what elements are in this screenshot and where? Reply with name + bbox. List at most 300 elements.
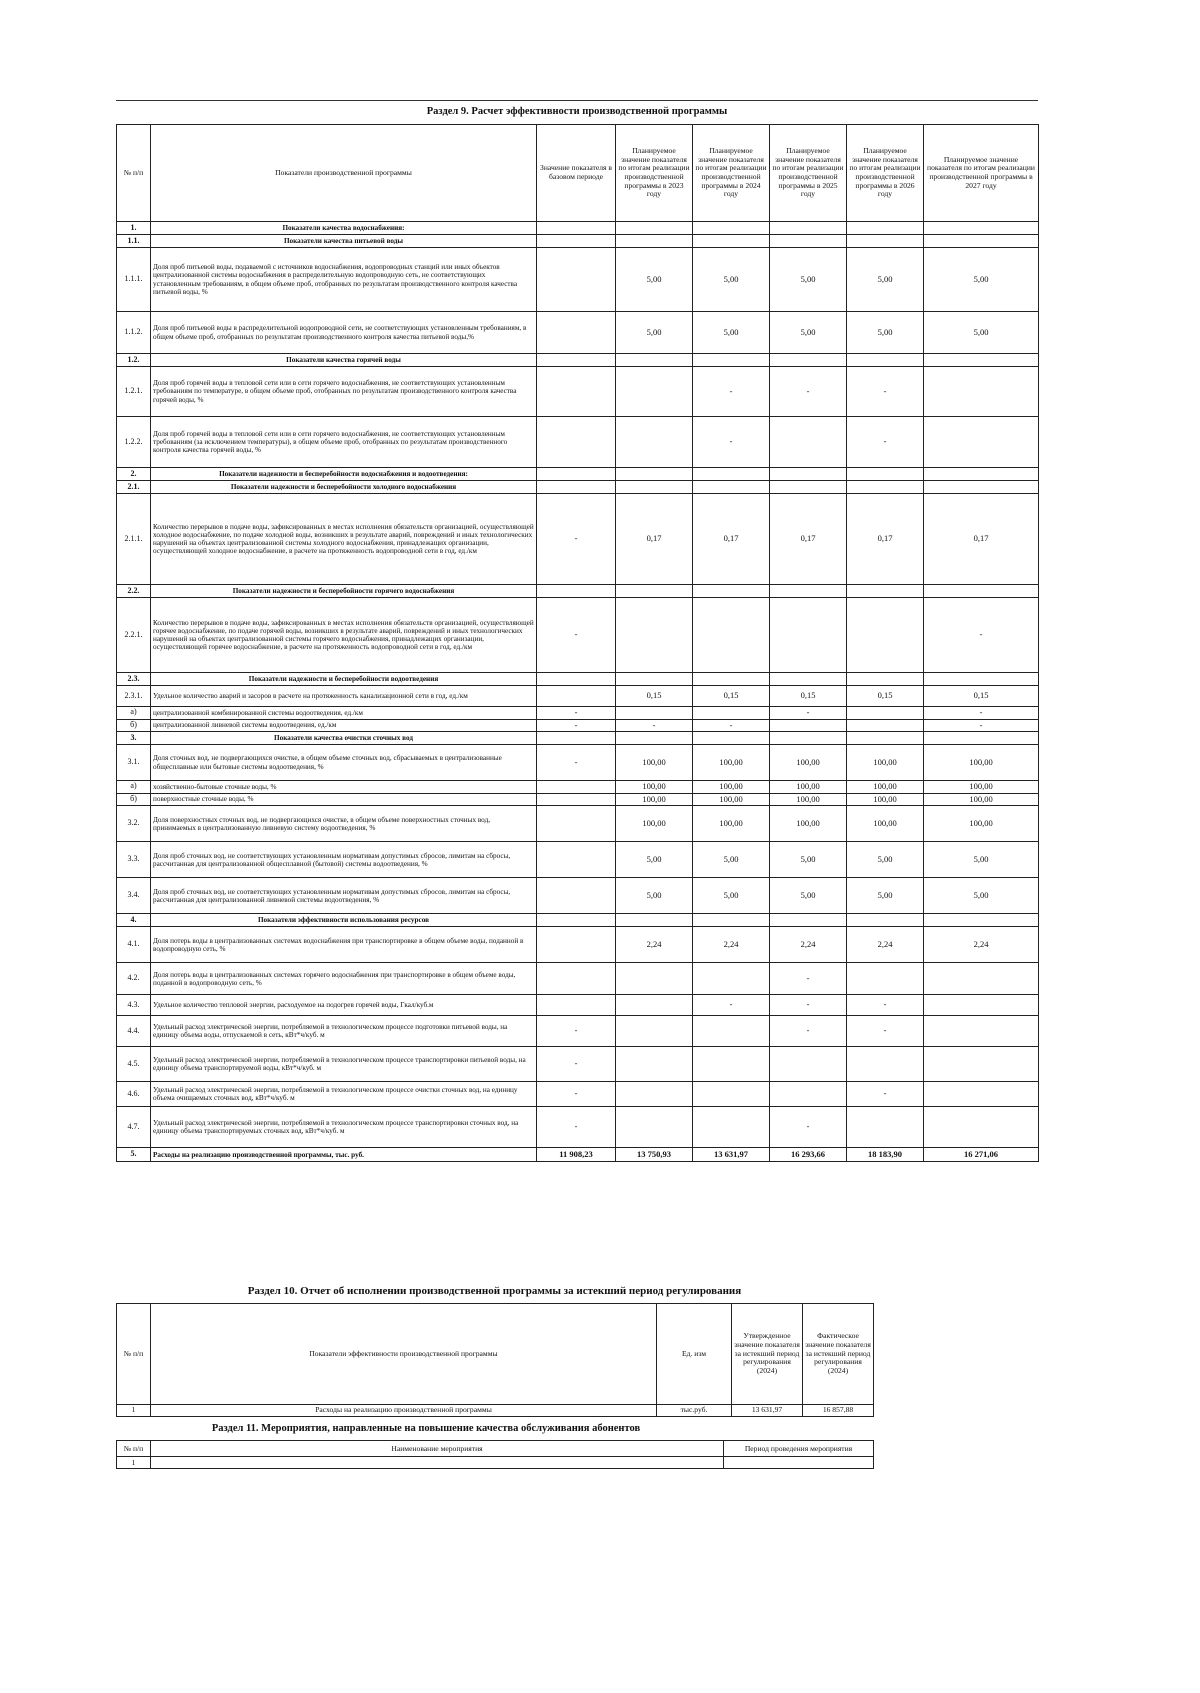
- row-2026: -: [847, 417, 924, 468]
- row-base: [537, 963, 616, 995]
- row-num: 1.1.: [117, 235, 151, 248]
- row-2026: -: [847, 1016, 924, 1047]
- row-2024: 0,15: [693, 686, 770, 707]
- row-2023: [616, 481, 693, 494]
- row-2027: [924, 732, 1039, 745]
- table-row: [117, 719, 1039, 732]
- row-2025: [770, 598, 847, 673]
- row-2027: 5,00: [924, 248, 1039, 312]
- row-2024: -: [693, 719, 770, 732]
- row-2025: [770, 585, 847, 598]
- row-2024: [693, 1016, 770, 1047]
- table-row: [117, 585, 1039, 598]
- row-indicator: централизованной комбинированной системы водоотведения, ед./км: [151, 707, 537, 720]
- table-row: [117, 842, 1039, 878]
- section10-title: Раздел 10. Отчет об исполнении производственной программы за истекший период регулирования: [247, 1285, 742, 1297]
- row-2026: 5,00: [847, 312, 924, 354]
- row-2027: [924, 481, 1039, 494]
- row-2024: [693, 585, 770, 598]
- row-2027: [924, 235, 1039, 248]
- row-base: [537, 354, 616, 367]
- row-num: 5.: [117, 1148, 151, 1162]
- row-base: [537, 995, 616, 1016]
- row-2024: 100,00: [693, 781, 770, 794]
- row-indicator: Количество перерывов в подаче воды, зафиксированных в местах исполнения обязательств организацией, осуществляющей горячее водоснабжение, по подаче горячей воды, возникших в результате аварий, повреждений и иных технологических нарушений на объектах централизованной системы горячего водоснабжения, принадлежащих организации, осуществляющей горячее водоснабжение, в расчете на протяженность водопроводной сети в год, ед./км: [151, 598, 537, 673]
- table-row: [117, 1107, 1039, 1148]
- table-row: [117, 312, 1039, 354]
- row-2023: [616, 1047, 693, 1082]
- row-2026: 100,00: [847, 793, 924, 806]
- table-row: [117, 745, 1039, 781]
- row-2025: -: [770, 963, 847, 995]
- row-2023: [616, 222, 693, 235]
- row-2027: 5,00: [924, 842, 1039, 878]
- top-rule: [116, 100, 1038, 101]
- row-2026: [847, 707, 924, 720]
- row-base: [537, 312, 616, 354]
- row-2026: [847, 1107, 924, 1148]
- row-indicator: Показатели качества очистки сточных вод: [151, 732, 537, 745]
- row-2024: [693, 673, 770, 686]
- header-2023: Планируемое значение показателя по итогам реализации производственной программы в 2023 году: [616, 125, 693, 222]
- row-2026: [847, 732, 924, 745]
- row-2025: 0,17: [770, 494, 847, 585]
- row-num: б): [117, 793, 151, 806]
- s10-header-approved: Утвержденное значение показателя за истекший период регулирования (2024): [732, 1304, 803, 1405]
- row-2026: [847, 598, 924, 673]
- row-2023: [616, 732, 693, 745]
- row-indicator: Показатели надежности и бесперебойности водоотведения: [151, 673, 537, 686]
- row-2027: -: [924, 598, 1039, 673]
- row-base: -: [537, 745, 616, 781]
- header-2024: Планируемое значение показателя по итогам реализации производственной программы в 2024 году: [693, 125, 770, 222]
- row-num: 4.7.: [117, 1107, 151, 1148]
- row-2024: 5,00: [693, 842, 770, 878]
- row-2026: -: [847, 367, 924, 417]
- row-indicator: Доля проб сточных вод, не соответствующих установленным нормативам допустимых сбросов, лимитам на сбросы, рассчитанная для централизованной общесплавной (бытовой) системы водоотведения, %: [151, 842, 537, 878]
- row-2023: [616, 598, 693, 673]
- row-indicator: Доля потерь воды в централизованных системах горячего водоснабжения при транспортировке в общем объеме воды, поданной в водопроводную сеть, %: [151, 963, 537, 995]
- row-2027: [924, 963, 1039, 995]
- row-2023: [616, 235, 693, 248]
- row-num: 4.2.: [117, 963, 151, 995]
- table-row: [117, 1016, 1039, 1047]
- row-2026: [847, 235, 924, 248]
- s11-row-name: [151, 1457, 724, 1469]
- s11-row-num: 1: [117, 1457, 151, 1469]
- table-row: [117, 732, 1039, 745]
- table-row: [117, 1148, 1039, 1162]
- row-2024: 13 631,97: [693, 1148, 770, 1162]
- row-indicator: Показатели надежности и бесперебойности водоснабжения и водоотведения:: [151, 468, 537, 481]
- header-2027: Планируемое значение показателя по итогам реализации производственной программы в 2027 году: [924, 125, 1039, 222]
- section9-table: [116, 124, 1039, 1162]
- row-2023: [616, 585, 693, 598]
- table-row: [117, 793, 1039, 806]
- row-2025: [770, 1082, 847, 1107]
- s11-header-num: № п/п: [117, 1441, 151, 1457]
- s10-row-actual: 16 857,88: [803, 1405, 874, 1417]
- table-row: [117, 927, 1039, 963]
- row-2023: [616, 468, 693, 481]
- row-indicator: Удельный расход электрической энергии, потребляемой в технологическом процессе транспортировки питьевой воды, на единицу объема транспортируемой воды, кВт*ч/куб. м: [151, 1047, 537, 1082]
- row-base: -: [537, 1082, 616, 1107]
- row-2026: 2,24: [847, 927, 924, 963]
- table-row: [117, 468, 1039, 481]
- row-2027: 5,00: [924, 878, 1039, 914]
- section9-title: Раздел 9. Расчет эффективности производственной программы: [426, 106, 728, 117]
- row-2024: [693, 1047, 770, 1082]
- row-base: -: [537, 719, 616, 732]
- row-2026: [847, 719, 924, 732]
- row-2024: [693, 481, 770, 494]
- table-row: [117, 963, 1039, 995]
- row-indicator: централизованной ливневой системы водоотведения, ед./км: [151, 719, 537, 732]
- row-2026: [847, 354, 924, 367]
- row-2025: 2,24: [770, 927, 847, 963]
- row-2025: -: [770, 367, 847, 417]
- row-num: 4.1.: [117, 927, 151, 963]
- table-row: [117, 481, 1039, 494]
- row-indicator: Доля сточных вод, не подвергающихся очистке, в общем объеме сточных вод, сбрасываемых в централизованные общесплавные или бытовые системы водоотведения, %: [151, 745, 537, 781]
- row-2027: 2,24: [924, 927, 1039, 963]
- row-2027: [924, 673, 1039, 686]
- row-2026: [847, 673, 924, 686]
- table-row: [117, 806, 1039, 842]
- row-2024: [693, 598, 770, 673]
- row-num: 3.2.: [117, 806, 151, 842]
- row-num: 4.: [117, 914, 151, 927]
- s10-row-name: Расходы на реализацию производственной программы: [151, 1405, 657, 1417]
- row-num: 3.4.: [117, 878, 151, 914]
- row-2026: -: [847, 995, 924, 1016]
- row-2026: [847, 585, 924, 598]
- section10-header-row: [117, 1304, 874, 1405]
- row-2027: 5,00: [924, 312, 1039, 354]
- table-row: [117, 686, 1039, 707]
- row-2023: [616, 963, 693, 995]
- row-2024: -: [693, 417, 770, 468]
- row-2023: [616, 1107, 693, 1148]
- row-indicator: Удельное количество аварий и засоров в расчете на протяженность канализационной сети в год, ед./км: [151, 686, 537, 707]
- row-base: [537, 686, 616, 707]
- row-2025: 100,00: [770, 806, 847, 842]
- section11-header-row: [117, 1441, 874, 1457]
- row-2023: [616, 707, 693, 720]
- row-2025: [770, 417, 847, 468]
- row-base: 11 908,23: [537, 1148, 616, 1162]
- header-indicator: Показатели производственной программы: [151, 125, 537, 222]
- row-2027: 0,15: [924, 686, 1039, 707]
- row-2027: 100,00: [924, 806, 1039, 842]
- table-row: [117, 1405, 874, 1417]
- row-2025: [770, 673, 847, 686]
- table-row: [117, 598, 1039, 673]
- row-num: 1.: [117, 222, 151, 235]
- row-base: [537, 842, 616, 878]
- row-2026: 100,00: [847, 781, 924, 794]
- table-row: [117, 1457, 874, 1469]
- table-row: [117, 222, 1039, 235]
- row-2023: [616, 367, 693, 417]
- row-2023: -: [616, 719, 693, 732]
- row-base: [537, 481, 616, 494]
- row-num: 2.2.1.: [117, 598, 151, 673]
- row-2026: [847, 963, 924, 995]
- row-num: 1.2.1.: [117, 367, 151, 417]
- section9-header-row: [117, 125, 1039, 222]
- row-2024: [693, 235, 770, 248]
- row-2024: [693, 468, 770, 481]
- row-num: 2.1.1.: [117, 494, 151, 585]
- row-2027: -: [924, 719, 1039, 732]
- row-num: 3.1.: [117, 745, 151, 781]
- s10-row-approved: 13 631,97: [732, 1405, 803, 1417]
- row-2025: 5,00: [770, 842, 847, 878]
- row-num: 4.6.: [117, 1082, 151, 1107]
- row-num: 1.2.2.: [117, 417, 151, 468]
- row-2024: 100,00: [693, 806, 770, 842]
- row-2024: [693, 732, 770, 745]
- row-2026: 5,00: [847, 878, 924, 914]
- row-indicator: Доля проб горячей воды в тепловой сети или в сети горячего водоснабжения, не соответствующих установленным требованиям по температуре, в общем объеме проб, отобранных по результатам производственного контроля качества горячей воды, %: [151, 367, 537, 417]
- row-2027: [924, 222, 1039, 235]
- row-base: -: [537, 598, 616, 673]
- row-2023: 13 750,93: [616, 1148, 693, 1162]
- row-indicator: Доля проб питьевой воды в распределительной водопроводной сети, не соответствующих установленным требованиям, в общем объеме проб, отобранных по результатам производственного контроля качества питьевой воды,%: [151, 312, 537, 354]
- table-row: [117, 673, 1039, 686]
- row-2027: 0,17: [924, 494, 1039, 585]
- row-base: [537, 468, 616, 481]
- row-2026: 100,00: [847, 806, 924, 842]
- row-base: -: [537, 494, 616, 585]
- table-row: [117, 354, 1039, 367]
- table-row: [117, 417, 1039, 468]
- row-2026: 0,15: [847, 686, 924, 707]
- row-indicator: Доля проб сточных вод, не соответствующих установленным нормативам допустимых сбросов, лимитам на сбросы, рассчитанная для централизованной ливневой системы водоотведения, %: [151, 878, 537, 914]
- row-2024: 100,00: [693, 793, 770, 806]
- row-2025: [770, 914, 847, 927]
- row-num: 3.: [117, 732, 151, 745]
- row-indicator: Доля потерь воды в централизованных системах водоснабжения при транспортировке в общем объеме воды, поданной в водопроводную сеть, %: [151, 927, 537, 963]
- row-2027: [924, 417, 1039, 468]
- row-num: а): [117, 781, 151, 794]
- row-base: [537, 732, 616, 745]
- row-2024: [693, 914, 770, 927]
- row-indicator: Показатели надежности и бесперебойности холодного водоснабжения: [151, 481, 537, 494]
- row-num: 1.1.1.: [117, 248, 151, 312]
- row-num: 4.5.: [117, 1047, 151, 1082]
- table-row: [117, 367, 1039, 417]
- row-2027: [924, 995, 1039, 1016]
- row-num: 2.: [117, 468, 151, 481]
- row-2025: [770, 468, 847, 481]
- row-2025: [770, 235, 847, 248]
- row-base: [537, 235, 616, 248]
- row-2023: 100,00: [616, 781, 693, 794]
- row-2025: -: [770, 1016, 847, 1047]
- row-2026: 18 183,90: [847, 1148, 924, 1162]
- row-base: -: [537, 707, 616, 720]
- row-indicator: Доля поверхностных сточных вод, не подвергающихся очистке, в общем объеме поверхностных сточных вод, принимаемых в централизованную ливневую систему водоотведения, %: [151, 806, 537, 842]
- row-base: [537, 793, 616, 806]
- s10-row-num: 1: [117, 1405, 151, 1417]
- row-indicator: Показатели эффективности использования ресурсов: [151, 914, 537, 927]
- row-2024: 5,00: [693, 248, 770, 312]
- row-2023: 0,17: [616, 494, 693, 585]
- row-base: [537, 781, 616, 794]
- row-2024: [693, 1107, 770, 1148]
- table-row: [117, 914, 1039, 927]
- section9-body: [117, 222, 1039, 1162]
- row-2026: [847, 468, 924, 481]
- row-2025: 100,00: [770, 745, 847, 781]
- header-num: № п/п: [117, 125, 151, 222]
- row-2023: [616, 1016, 693, 1047]
- row-indicator: Удельное количество тепловой энергии, расходуемое на подогрев горячей воды, Гкал/куб.м: [151, 995, 537, 1016]
- row-2023: 5,00: [616, 248, 693, 312]
- row-2025: [770, 1047, 847, 1082]
- table-row: [117, 995, 1039, 1016]
- row-2023: [616, 1082, 693, 1107]
- row-2023: 5,00: [616, 878, 693, 914]
- row-num: 1.2.: [117, 354, 151, 367]
- row-2025: -: [770, 1107, 847, 1148]
- row-2024: -: [693, 367, 770, 417]
- row-num: 2.2.: [117, 585, 151, 598]
- table-row: [117, 707, 1039, 720]
- row-2023: 100,00: [616, 745, 693, 781]
- row-2027: -: [924, 707, 1039, 720]
- row-2025: 0,15: [770, 686, 847, 707]
- row-2025: [770, 222, 847, 235]
- row-2027: [924, 914, 1039, 927]
- row-indicator: Доля проб питьевой воды, подаваемой с источников водоснабжения, водопроводных станций или иных объектов централизованной системы водоснабжения в распределительную водопроводную сеть, не соответствующих установленным требованиям, в общем объеме проб, отобранных по результатам производственного контроля качества питьевой воды, %: [151, 248, 537, 312]
- row-2025: [770, 719, 847, 732]
- row-2023: [616, 995, 693, 1016]
- row-num: 2.1.: [117, 481, 151, 494]
- row-2025: [770, 732, 847, 745]
- row-base: [537, 367, 616, 417]
- s10-header-indicator: Показатели эффективности производственной программы: [151, 1304, 657, 1405]
- s10-header-num: № п/п: [117, 1304, 151, 1405]
- section11-table: [116, 1440, 874, 1469]
- row-base: [537, 585, 616, 598]
- s10-row-unit: тыс.руб.: [657, 1405, 732, 1417]
- row-2024: 0,17: [693, 494, 770, 585]
- row-num: б): [117, 719, 151, 732]
- row-2023: 5,00: [616, 312, 693, 354]
- s11-header-name: Наименование мероприятия: [151, 1441, 724, 1457]
- row-indicator: Показатели качества водоснабжения:: [151, 222, 537, 235]
- row-2027: 100,00: [924, 781, 1039, 794]
- row-2026: 5,00: [847, 842, 924, 878]
- row-indicator: Удельный расход электрической энергии, потребляемой в технологическом процессе транспортировки сточных вод, на единицу объема транспортируемых сточных вод, кВт*ч/куб. м: [151, 1107, 537, 1148]
- table-row: [117, 248, 1039, 312]
- row-2026: [847, 1047, 924, 1082]
- row-num: 4.3.: [117, 995, 151, 1016]
- row-2027: 100,00: [924, 793, 1039, 806]
- table-row: [117, 494, 1039, 585]
- row-2025: 100,00: [770, 781, 847, 794]
- row-num: 2.3.: [117, 673, 151, 686]
- row-base: -: [537, 1107, 616, 1148]
- row-2026: [847, 481, 924, 494]
- row-2026: 5,00: [847, 248, 924, 312]
- table-row: [117, 1047, 1039, 1082]
- row-indicator: Количество перерывов в подаче воды, зафиксированных в местах исполнения обязательств организацией, осуществляющей холодное водоснабжение, по подаче холодной воды, возникших в результате аварий, повреждений и иных технологических нарушений на объектах централизованной системы холодного водоснабжения, принадлежащих организации, осуществляющей холодное водоснабжение, в расчете на протяженность водопроводной сети в год, ед./км: [151, 494, 537, 585]
- row-indicator: Расходы на реализацию производственной программы, тыс. руб.: [151, 1148, 537, 1162]
- row-2025: 5,00: [770, 248, 847, 312]
- row-2024: 5,00: [693, 312, 770, 354]
- row-2023: 100,00: [616, 806, 693, 842]
- section10-table: [116, 1303, 874, 1417]
- row-2023: [616, 417, 693, 468]
- s11-row-period: [724, 1457, 874, 1469]
- table-row: [117, 781, 1039, 794]
- row-indicator: Показатели качества питьевой воды: [151, 235, 537, 248]
- row-indicator: Удельный расход электрической энергии, потребляемой в технологическом процессе подготовки питьевой воды, на единицу объема воды, отпускаемой в сеть, кВт*ч/куб. м: [151, 1016, 537, 1047]
- row-base: -: [537, 1016, 616, 1047]
- row-2024: [693, 222, 770, 235]
- s11-header-period: Период проведения мероприятия: [724, 1441, 874, 1457]
- header-2026: Планируемое значение показателя по итогам реализации производственной программы в 2026 году: [847, 125, 924, 222]
- row-2023: [616, 673, 693, 686]
- row-2027: [924, 1082, 1039, 1107]
- row-base: [537, 878, 616, 914]
- row-base: [537, 914, 616, 927]
- row-2023: [616, 914, 693, 927]
- row-2026: [847, 222, 924, 235]
- row-2024: 100,00: [693, 745, 770, 781]
- row-2025: -: [770, 995, 847, 1016]
- row-2023: 0,15: [616, 686, 693, 707]
- row-2024: 5,00: [693, 878, 770, 914]
- row-num: а): [117, 707, 151, 720]
- row-num: 4.4.: [117, 1016, 151, 1047]
- row-num: 3.3.: [117, 842, 151, 878]
- row-2027: [924, 1016, 1039, 1047]
- s10-header-unit: Ед. изм: [657, 1304, 732, 1405]
- row-indicator: Удельный расход электрической энергии, потребляемой в технологическом процессе очистки сточных вод, на единицу объема очищаемых сточных вод, кВт*ч/куб. м: [151, 1082, 537, 1107]
- header-base: Значение показателя в базовом периоде: [537, 125, 616, 222]
- row-2025: [770, 354, 847, 367]
- row-base: -: [537, 1047, 616, 1082]
- row-indicator: Показатели качества горячей воды: [151, 354, 537, 367]
- row-2024: [693, 354, 770, 367]
- row-2024: 2,24: [693, 927, 770, 963]
- row-2025: 5,00: [770, 878, 847, 914]
- row-2024: [693, 963, 770, 995]
- row-base: [537, 927, 616, 963]
- row-base: [537, 417, 616, 468]
- table-row: [117, 235, 1039, 248]
- row-2026: 0,17: [847, 494, 924, 585]
- row-2024: [693, 1082, 770, 1107]
- row-2027: [924, 1107, 1039, 1148]
- row-indicator: Доля проб горячей воды в тепловой сети или в сети горячего водоснабжения, не соответствующих установленным требованиям (за исключением температуры), в общем объеме проб, отобранных по результатам производственного контроля качества горячей воды, %: [151, 417, 537, 468]
- row-2025: 16 293,66: [770, 1148, 847, 1162]
- row-2026: [847, 914, 924, 927]
- row-2023: [616, 354, 693, 367]
- row-2027: [924, 468, 1039, 481]
- row-2027: [924, 367, 1039, 417]
- row-2026: -: [847, 1082, 924, 1107]
- row-2023: 2,24: [616, 927, 693, 963]
- row-2023: 100,00: [616, 793, 693, 806]
- row-2027: 100,00: [924, 745, 1039, 781]
- row-2027: [924, 354, 1039, 367]
